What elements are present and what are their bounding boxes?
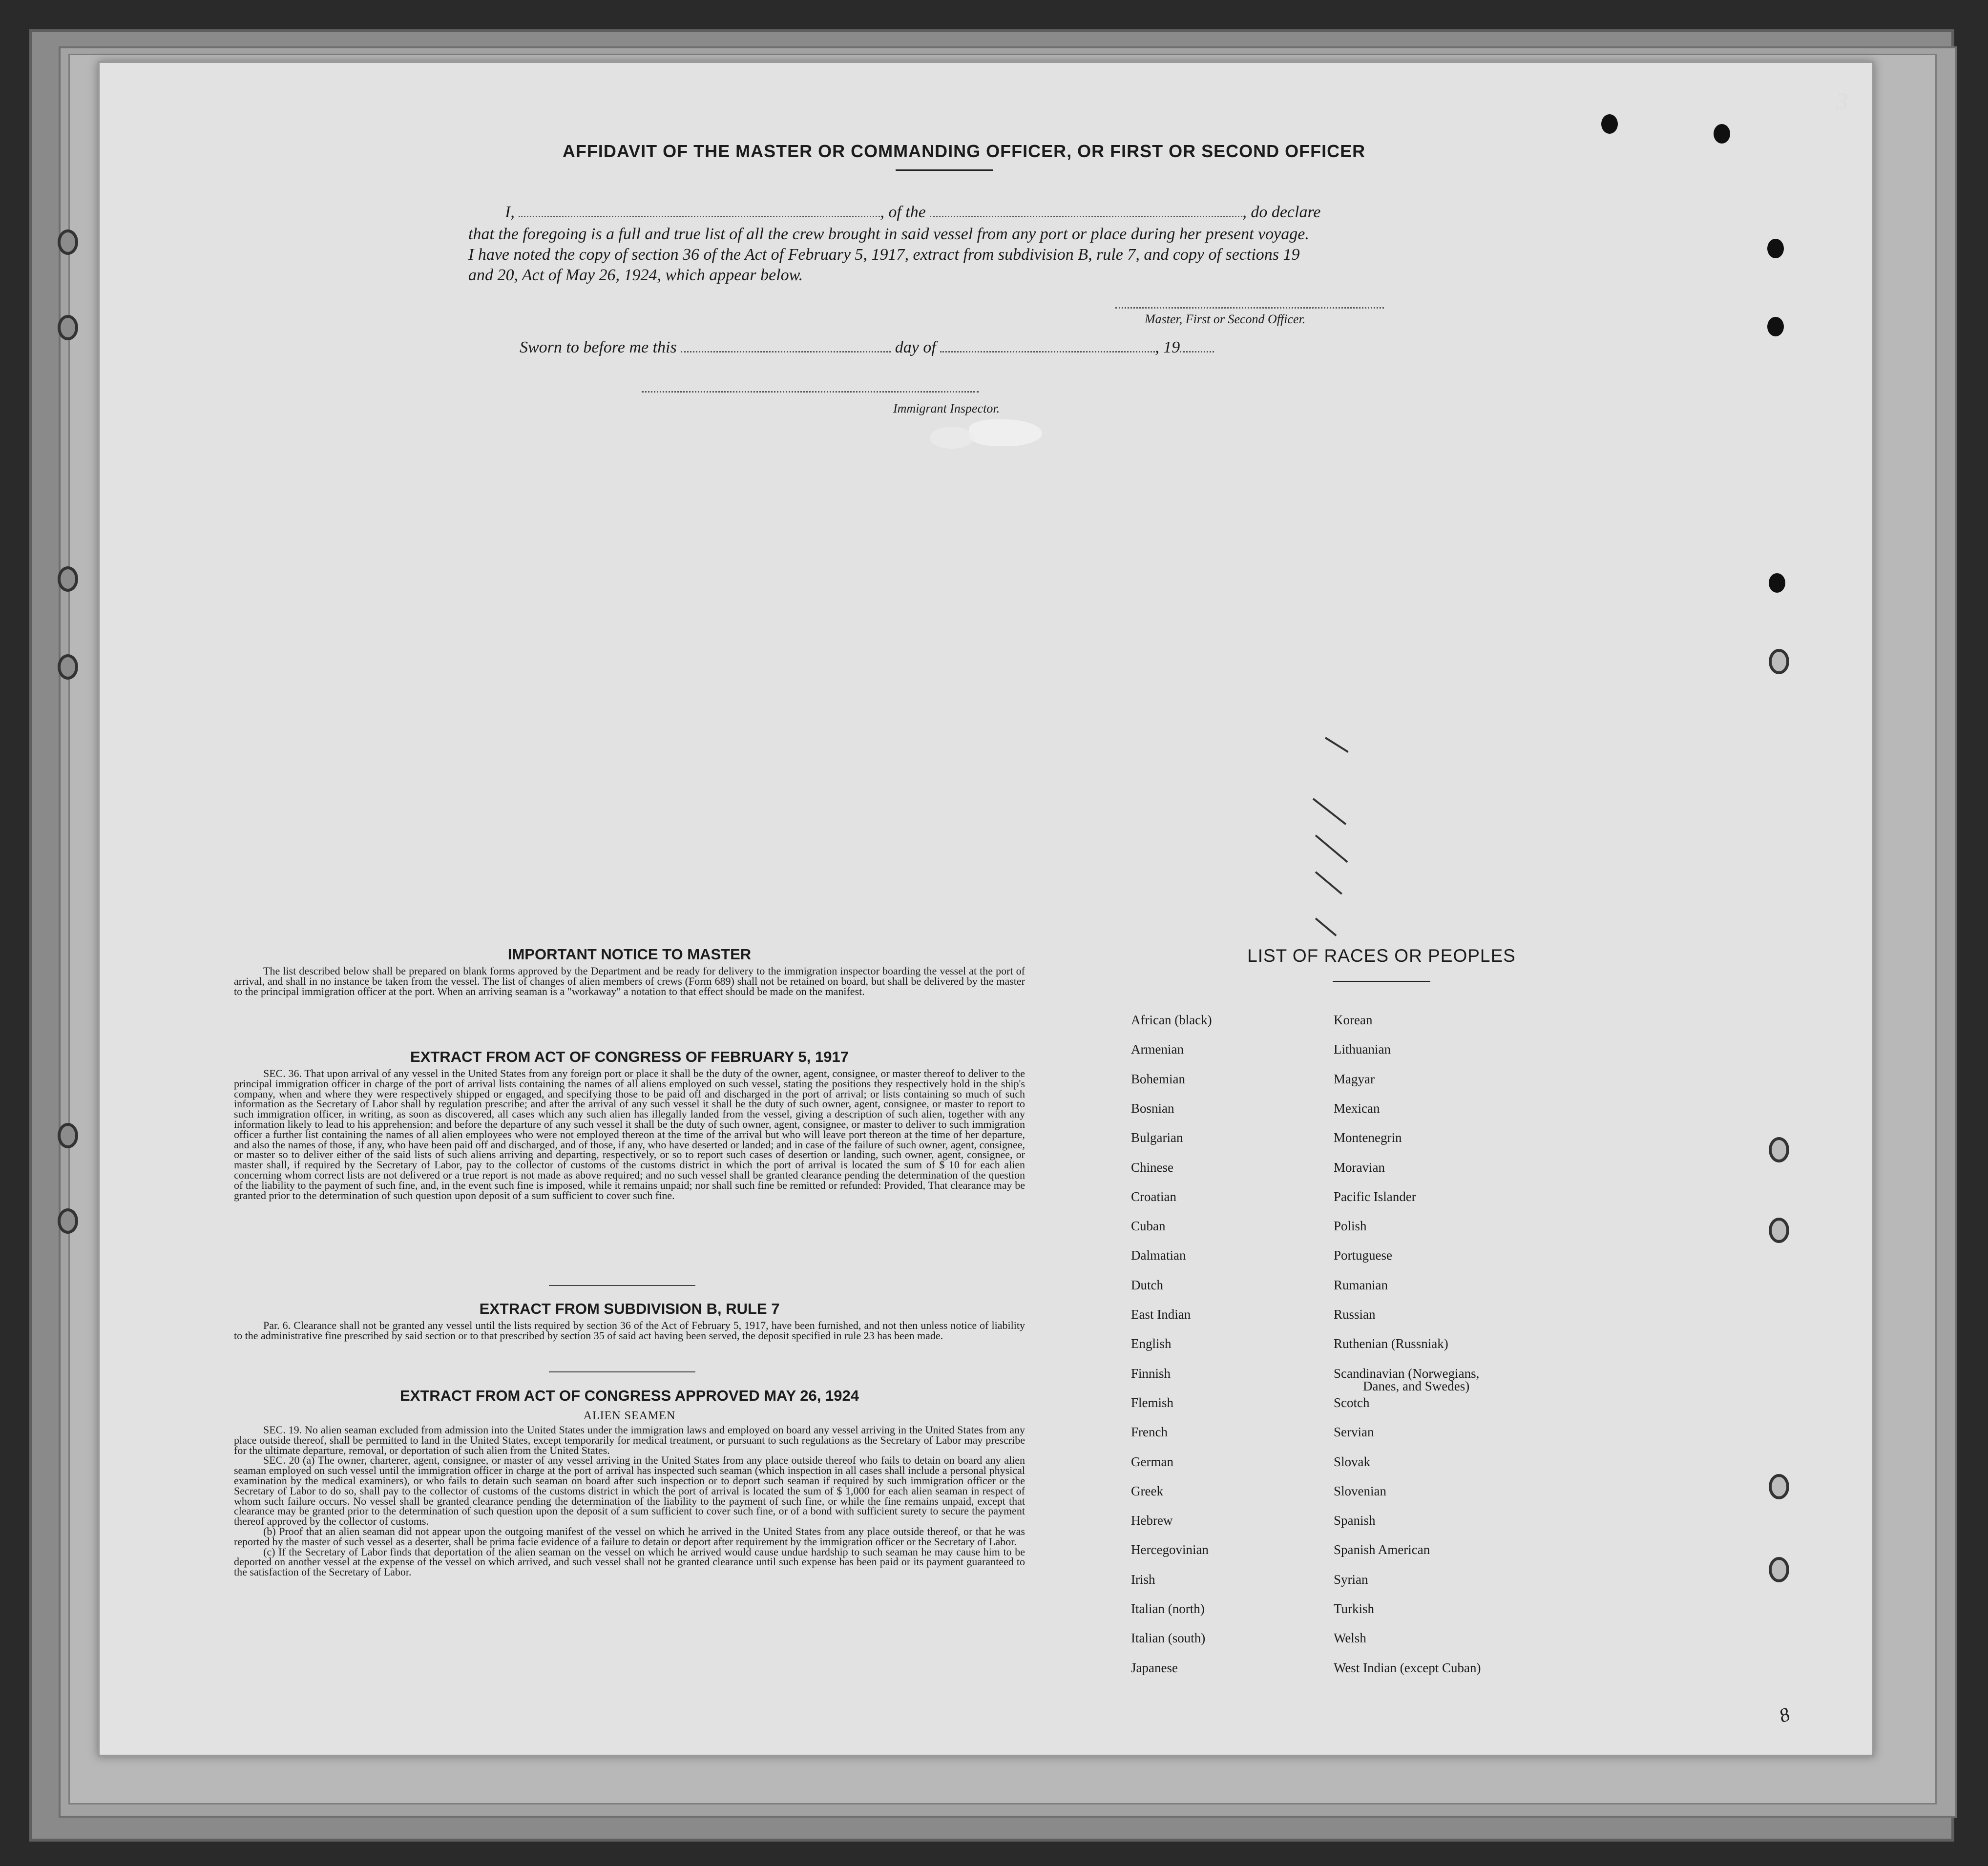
affidavit-title: AFFIDAVIT OF THE MASTER OR COMMANDING OFFICER, OR FIRST OR SECOND OFFICER xyxy=(562,141,1366,161)
race-item: Scotch xyxy=(1334,1395,1370,1410)
rule-7-title: EXTRACT FROM SUBDIVISION B, RULE 7 xyxy=(479,1300,780,1317)
race-item: Dutch xyxy=(1131,1277,1163,1292)
punch-hole-icon xyxy=(1769,1137,1789,1162)
title-underline xyxy=(896,169,993,171)
act-1917-title: EXTRACT FROM ACT OF CONGRESS OF FEBRUARY 5, 1917 xyxy=(410,1048,849,1065)
race-item: Greek xyxy=(1131,1483,1163,1498)
pen-mark xyxy=(1313,798,1346,825)
race-item: Russian xyxy=(1334,1307,1376,1322)
master-label: Master, First or Second Officer. xyxy=(1145,312,1306,326)
act-1924-body xyxy=(234,1425,1025,1577)
section-divider xyxy=(549,1285,695,1286)
affidavit-line-1 xyxy=(505,202,1530,223)
sworn-year-field[interactable] xyxy=(1180,337,1214,352)
race-item: Flemish xyxy=(1131,1395,1174,1410)
manifest-page xyxy=(98,61,1874,1757)
act-1924-subtitle: ALIEN SEAMEN xyxy=(583,1410,676,1422)
binder-ring-icon xyxy=(58,1208,78,1234)
paper-stain xyxy=(969,419,1042,446)
race-item: Portuguese xyxy=(1334,1248,1392,1263)
punch-hole-icon xyxy=(1601,114,1618,134)
sworn-day-field[interactable] xyxy=(681,337,891,352)
race-item: Bulgarian xyxy=(1131,1130,1183,1145)
race-item: African (black) xyxy=(1131,1013,1212,1027)
race-item: Spanish xyxy=(1334,1513,1376,1528)
affidavit-i: I, xyxy=(505,203,515,221)
race-item: Mexican xyxy=(1334,1100,1380,1116)
pen-mark xyxy=(1315,917,1337,936)
year-text: , 19 xyxy=(1155,338,1180,356)
sworn-line xyxy=(520,337,1214,358)
race-item: Slovak xyxy=(1334,1454,1371,1469)
affidavit-of-the: , of the xyxy=(880,203,926,221)
race-item: Armenian xyxy=(1131,1042,1184,1057)
race-item: Chinese xyxy=(1131,1160,1173,1175)
affidavit-do-declare: , do declare xyxy=(1242,203,1321,221)
race-item: Hebrew xyxy=(1131,1513,1173,1528)
race-item: Italian (north) xyxy=(1131,1601,1205,1616)
punch-hole-icon xyxy=(1769,649,1789,674)
race-item: Turkish xyxy=(1334,1601,1375,1616)
paper-stain xyxy=(930,427,974,449)
race-item: Cuban xyxy=(1131,1219,1166,1234)
affidavit-line-3: I have noted the copy of section 36 of the Act of February 5, 1917, extract from subdivision B, rule 7, and copy of sections 19 xyxy=(468,246,1300,264)
race-item: Scandinavian (Norwegians, xyxy=(1334,1366,1480,1381)
binder-ring-icon xyxy=(58,229,78,255)
binder-ring-icon xyxy=(58,654,78,680)
race-item: Finnish xyxy=(1131,1366,1171,1381)
race-item: Syrian xyxy=(1334,1572,1368,1587)
punch-hole-icon xyxy=(1769,1474,1789,1499)
act-1917-text: SEC. 36. That upon arrival of any vessel in the United States from any foreign port or place it shall be the duty of the owner, agent, consignee, or master thereof to deliver to the principal immigration officer in charge of the port of arrival lists containing the names of all aliens employed on such vessel, stating the positions they respectively hold in the ship's company, when and where they were respectively shipped or engaged, and specifying those to be paid off and discharged in the port of arrival; or lists containing so much of such information as the Secretary of Labor shall by regulation prescribe; and after the arrival of any such vessel it shall be the duty of such owner, agent, consignee, or master to report to such immigration officer, in writing, as soon as discovered, all cases which any such alien has illegally landed from the vessel, giving a description of such alien, together with any information likely to lead to his apprehension; and before the departure of any such vessel it shall be the duty of such owner, agent, consignee, or master to deliver to such immigration officer a further list containing the names of all alien employees who were not employed thereon at the time of the arrival but who will leave port thereon at the time of her departure, and also the names of those, if any, who have been paid off and discharged, and of those, if any, who have deserted or landed; and in case of the failure of such owner, agent, consignee, or master so to deliver either of the said lists of such aliens arriving and departing, respectively, or so to report such cases of desertion or landing, such owner, agent, consignee, or master shall, if required by the Secretary of Labor, pay to the collector of customs of the customs district in which the port of arrival is located the sum of $ 10 for each alien concerning whom correct lists are not delivered or a true report is not made as above required; and no such vessel shall be granted clearance pending the determination of the question of the liability to the payment of such fine, and, in the event such fine is imposed, while it remains unpaid; nor shall such fine be remitted or refunded: Provided, That clearance may be granted prior to the determination of such question upon deposit of a sum sufficient to cover such fine. xyxy=(234,1067,1025,1202)
race-item: Lithuanian xyxy=(1334,1042,1391,1057)
races-title-underline xyxy=(1333,981,1430,982)
race-item: French xyxy=(1131,1425,1168,1440)
act-1924-title: EXTRACT FROM ACT OF CONGRESS APPROVED MAY 26, 1924 xyxy=(400,1387,859,1404)
race-item: West Indian (except Cuban) xyxy=(1334,1660,1481,1675)
punch-hole-icon xyxy=(1714,124,1730,144)
race-item: Servian xyxy=(1334,1425,1374,1440)
affidavit-line-2: that the foregoing is a full and true list of all the crew brought in said vessel from any port or place during her present voyage. xyxy=(468,225,1309,243)
race-item: Italian (south) xyxy=(1131,1631,1206,1646)
act-1924-sec-19: SEC. 19. No alien seaman excluded from admission into the United States under the immigration laws and employed on board any vessel arriving in the United States from any place outside thereof, shall be permitted to land in the United States, except temporarily for medical treatment, or pursuant to such regulations as the Secretary of Labor may prescribe for the ultimate departure, removal, or deportation of such alien from the United States. xyxy=(234,1424,1025,1456)
notice-title: IMPORTANT NOTICE TO MASTER xyxy=(507,946,752,963)
race-item: Bohemian xyxy=(1131,1071,1185,1086)
pen-mark xyxy=(1325,737,1349,753)
race-item: Polish xyxy=(1334,1219,1367,1234)
sworn-month-field[interactable] xyxy=(940,337,1155,352)
races-title: LIST OF RACES OR PEOPLES xyxy=(1247,946,1516,966)
punch-hole-icon xyxy=(1769,573,1785,593)
race-item: Montenegrin xyxy=(1334,1130,1402,1145)
page-number-annotation: 8 xyxy=(1776,1702,1793,1727)
rule-7-text: Par. 6. Clearance shall not be granted any vessel until the lists required by section 36 of the Act of February 5, 1917, have been furnished, and not then unless notice of liability to the administrative fine prescribed by said section or to that prescribed by section 35 of said act having been served, the deposit specified in rule 23 has been made. xyxy=(234,1319,1025,1342)
corner-annotation: 3 xyxy=(1836,88,1848,114)
name-field[interactable] xyxy=(519,202,880,217)
act-1924-sec-20c: (c) If the Secretary of Labor finds that deportation of the alien seaman on the vessel on which he arrived would cause undue hardship to such seaman he may cause him to be deported on another vessel at the expense of the vessel on which arrived, and such vessel shall not be granted clearance until such expense has been paid or its payment guaranteed to the satisfaction of the Secretary of Labor. xyxy=(234,1545,1025,1578)
race-item: Slovenian xyxy=(1334,1483,1386,1498)
act-1924-sec-20a: SEC. 20 (a) The owner, charterer, agent, consignee, or master of any vessel arriving in the United States from any place outside thereof who fails to detain on board any alien seaman employed on such vessel until the immigration officer in charge at the port of arrival has inspected such seaman (which inspection in all cases shall include a personal physical examination by the medical examiners), or who fails to detain such seaman on board after such inspection or to deport such seaman if required by such immigration officer or the Secretary of Labor to do so, shall pay to the collector of customs of the customs district in which the port of arrival is located the sum of $ 1,000 for each alien seaman in respect of whom such failure occurs. No vessel shall be granted clearance pending the determination of the liability to the payment of such fine, or while the fine remains unpaid, except that clearance may be granted prior to the determination of such question upon the deposit of a sum sufficient to cover such fine, or of a bond with sufficient surety to secure the payment thereof approved by the collector of customs. xyxy=(234,1454,1025,1528)
inspector-label: Immigrant Inspector. xyxy=(893,401,1000,415)
pen-mark xyxy=(1315,834,1348,863)
race-item: Croatian xyxy=(1131,1189,1176,1204)
race-item: Magyar xyxy=(1334,1071,1375,1086)
master-signature-line[interactable] xyxy=(1115,307,1384,309)
binder-ring-icon xyxy=(58,566,78,592)
inspector-signature-line[interactable] xyxy=(642,391,979,393)
race-item: Dalmatian xyxy=(1131,1248,1186,1263)
race-item: Ruthenian (Russniak) xyxy=(1334,1336,1448,1351)
punch-hole-icon xyxy=(1767,239,1784,258)
day-of-text: day of xyxy=(895,338,936,356)
notice-text: The list described below shall be prepared on blank forms approved by the Department and be ready for delivery to the immigration inspector boarding the vessel at the port of arrival, and shall in no instance be taken from the vessel. The list of changes of alien members of crews (Form 689) shall not be retained on board, but shall be delivered by the master to the principal immigration officer at the port. When an arriving seaman is a "workaway" a notation to that effect should be made on the manifest. xyxy=(234,965,1025,997)
race-item: Japanese xyxy=(1131,1660,1178,1675)
binder-ring-icon xyxy=(58,1123,78,1148)
affidavit-line-4: and 20, Act of May 26, 1924, which appear below. xyxy=(468,266,803,284)
race-item: Spanish American xyxy=(1334,1542,1430,1557)
race-item: Rumanian xyxy=(1334,1277,1388,1292)
race-item: English xyxy=(1131,1336,1172,1351)
race-item: Korean xyxy=(1334,1013,1373,1027)
race-item: Bosnian xyxy=(1131,1100,1174,1116)
punch-hole-icon xyxy=(1769,1557,1789,1582)
race-item: East Indian xyxy=(1131,1307,1191,1322)
race-item: German xyxy=(1131,1454,1173,1469)
race-item: Pacific Islander xyxy=(1334,1189,1416,1204)
race-item: Hercegovinian xyxy=(1131,1542,1209,1557)
race-item: Moravian xyxy=(1334,1160,1385,1175)
pen-mark xyxy=(1315,871,1342,894)
sworn-text: Sworn to before me this xyxy=(520,338,677,356)
act-1924-sec-20b: (b) Proof that an alien seaman did not appear upon the outgoing manifest of the vessel on which he arrived in the United States from any place outside thereof, or that he was reported by the master of such vessel as a deserter, shall be prima facie evidence of a failure to detain or deport after requirement by the immigration officer or the Secretary of Labor. xyxy=(234,1525,1025,1548)
punch-hole-icon xyxy=(1769,1218,1789,1243)
race-item: Irish xyxy=(1131,1572,1155,1587)
binder-ring-icon xyxy=(58,315,78,340)
section-divider xyxy=(549,1371,695,1372)
race-item: Welsh xyxy=(1334,1631,1366,1646)
vessel-field[interactable] xyxy=(930,202,1242,217)
race-item-continuation: Danes, and Swedes) xyxy=(1363,1378,1470,1393)
punch-hole-icon xyxy=(1767,317,1784,336)
